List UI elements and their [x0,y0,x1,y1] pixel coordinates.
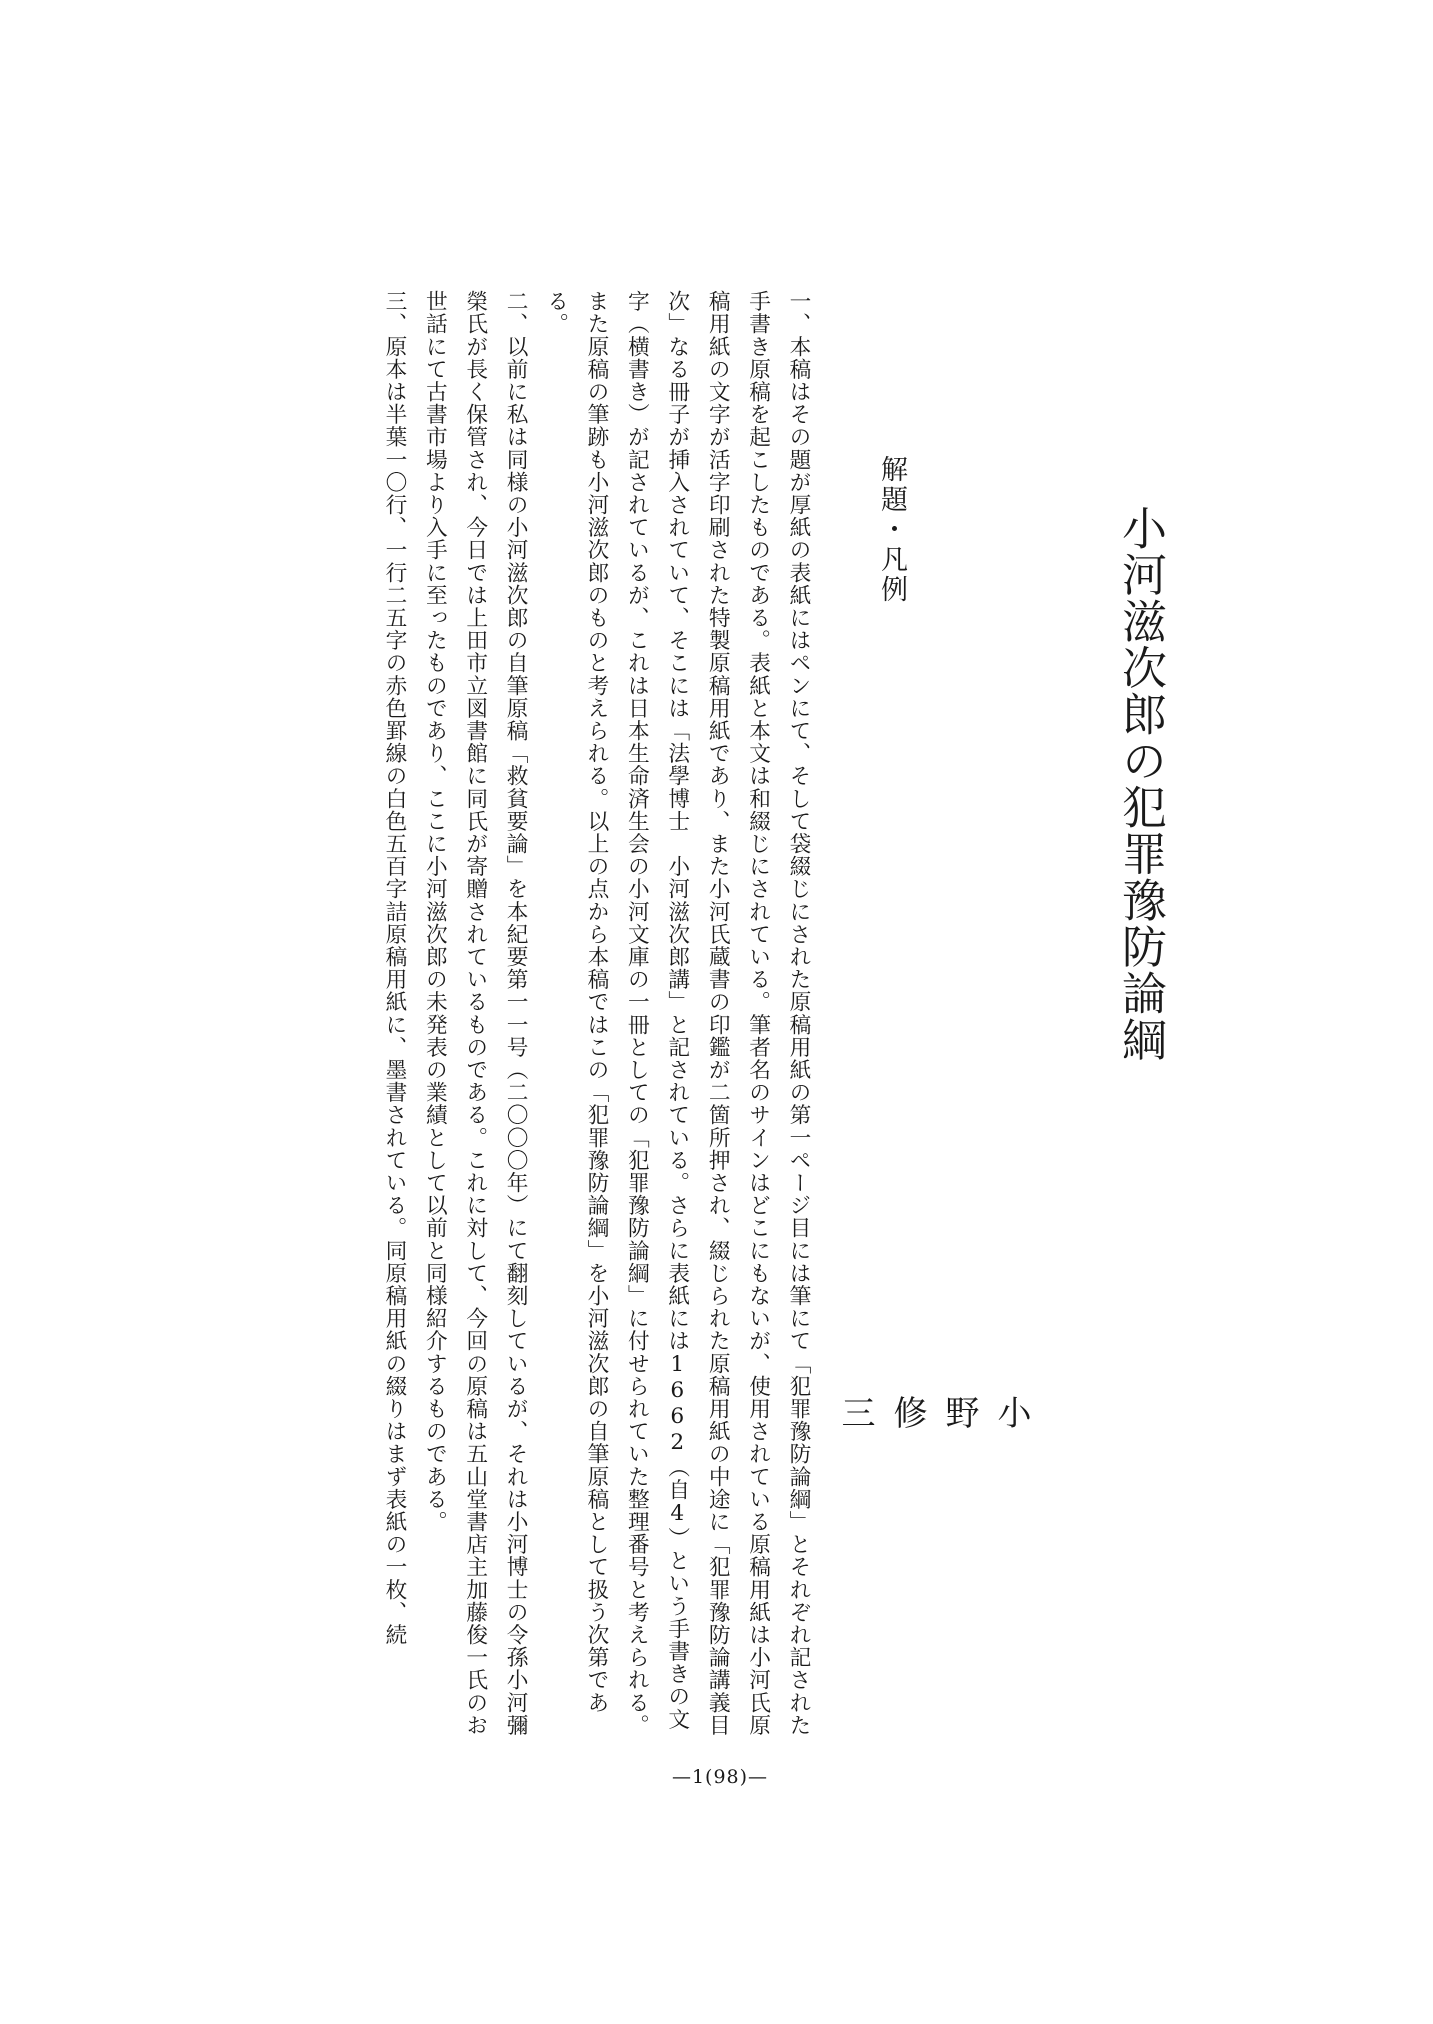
article-title: 小河滋次郎の犯罪豫防論綱 [1114,505,1167,1063]
author-char: 三 [835,1395,875,1429]
author-char: 修 [887,1395,927,1429]
paragraph-2: 二、以前に私は同様の小河滋次郎の自筆原稿「救貧要論」を本紀要第一一号（二〇〇〇年）にて翻刻しているが、それは小河博士の令孫小河彌榮氏が長く保管され、今日では上田市立図書館に同氏が寄贈されているものである。これに対して、今回の原稿は五山堂書店主加藤俊一氏のお世話にて古書市場より入手に至ったものであり、ここに小河滋次郎の未発表の業績として以前と同様紹介するものである。 [422,290,529,1737]
section-heading: 解題・凡例 [876,455,907,605]
author-name [835,1395,1037,1715]
paragraph-3: 三、原本は半葉一〇行、一行二五字の赤色罫線の白色五百字詰原稿用紙に、墨書されている。同原稿用紙の綴りはまず表紙の一枚、続 [381,290,407,1646]
author-char: 小 [991,1395,1031,1429]
author-char: 野 [939,1395,979,1429]
body-text [238,290,818,1750]
page-number: —1(98)— [671,1766,769,1788]
paragraph-1: 一、本稿はその題が厚紙の表紙にはペンにて、そして袋綴じにされた原稿用紙の第一ページ目には筆にて「犯罪豫防論綱」とそれぞれ記された手書き原稿を起こしたものである。表紙と本文は和綴じにされている。筆者名のサインはどこにもないが、使用されている原稿用紙は小河氏原稿用紙の文字が活字印刷された特製原稿用紙であり、また小河氏蔵書の印鑑が二箇所押され、綴じられた原稿用紙の中途に「犯罪豫防論講義目次」なる冊子が挿入されていて、そこには「法學博士 小河滋次郎講」と記されている。さらに表紙には1662（自4）という手書きの文字（横書き）が記されているが、これは日本生命済生会の小河文庫の一冊としての「犯罪豫防論綱」に付せられていた整理番号と考えられる。また原稿の筆跡も小河滋次郎のものと考えられる。以上の点から本稿ではこの「犯罪豫防論綱」を小河滋次郎の自筆原稿として扱う次第である。 [543,290,811,1737]
